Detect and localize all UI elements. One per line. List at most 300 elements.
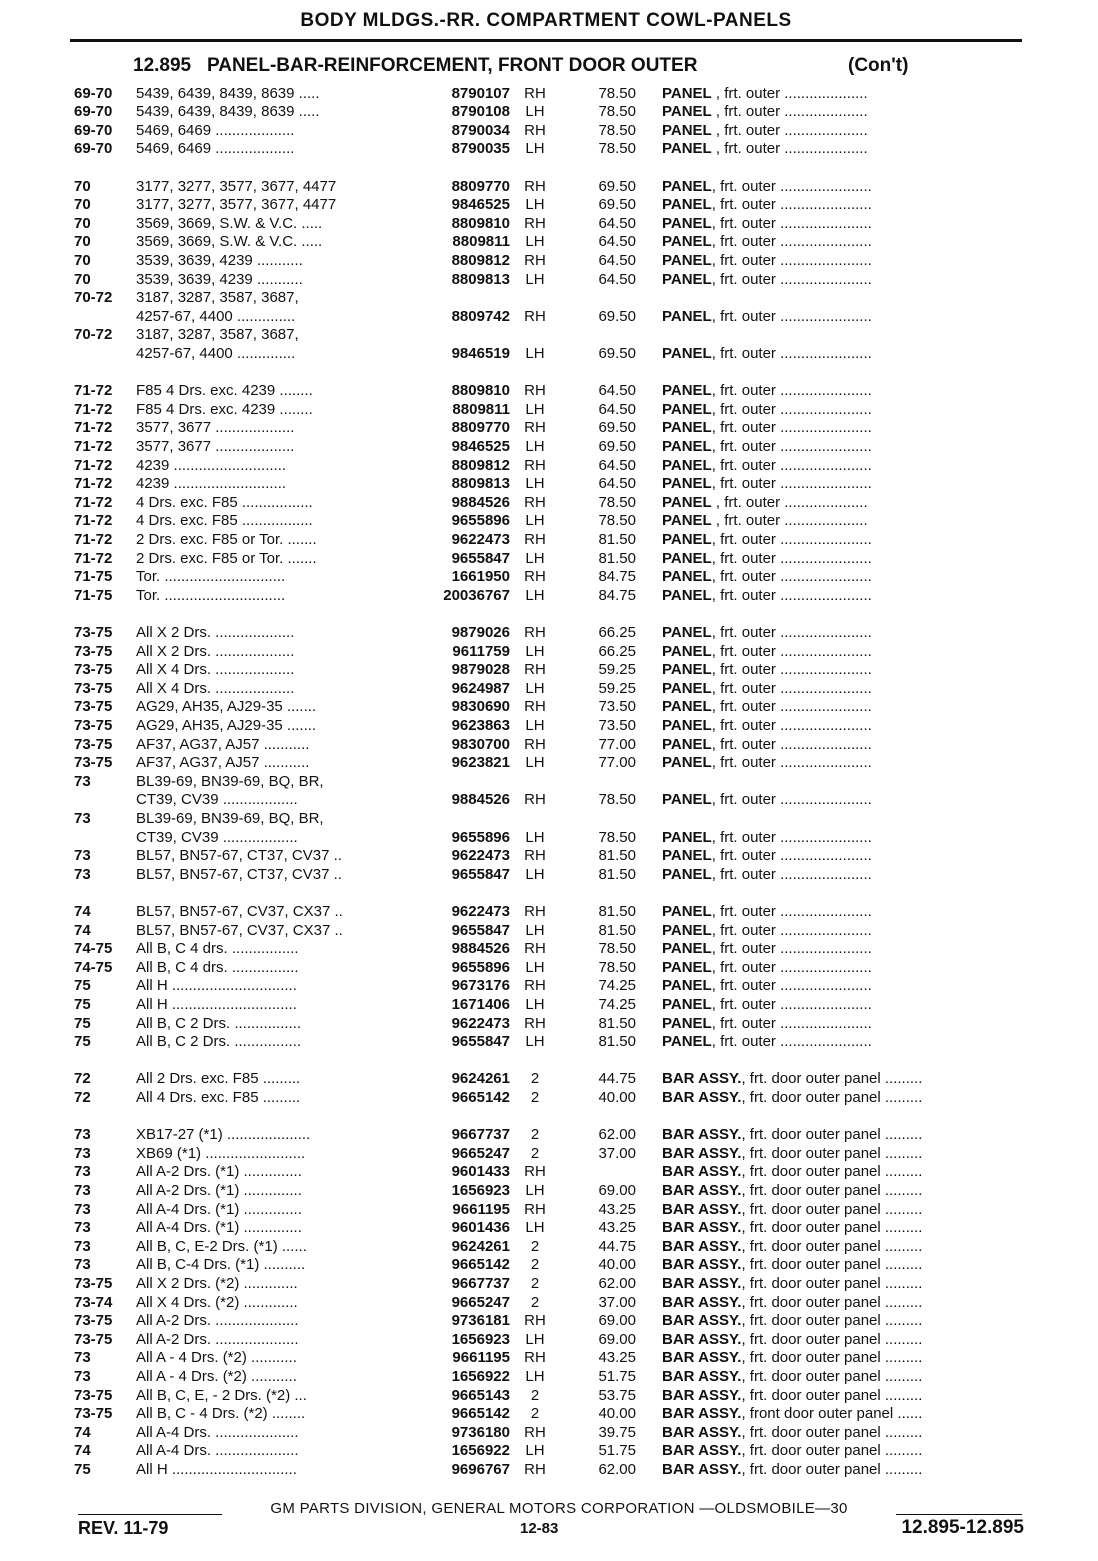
- year-cell: 72: [74, 1070, 91, 1088]
- description-detail: , frt. door outer panel .........: [741, 1256, 923, 1274]
- part-number-cell: 9622473: [451, 530, 510, 548]
- table-row: [0, 1070, 1098, 1089]
- description-detail: , frt. outer ......................: [711, 400, 872, 418]
- year-cell: 71-75: [74, 568, 113, 586]
- table-row: [0, 1089, 1098, 1108]
- year-cell: 73-75: [74, 735, 113, 753]
- price-cell: 51.75: [598, 1367, 636, 1385]
- description-cell: [662, 196, 1032, 215]
- price-cell: 81.50: [598, 847, 636, 865]
- description-cell: [662, 940, 1032, 959]
- table-row: [0, 866, 1098, 885]
- description-detail: , frt. outer ......................: [711, 437, 872, 455]
- price-cell: 66.25: [598, 642, 636, 660]
- year-cell: 71-72: [74, 400, 113, 418]
- table-row: [0, 1126, 1098, 1145]
- description-detail: , frt. outer ......................: [711, 921, 872, 939]
- description-detail: , frt. door outer panel .........: [741, 1088, 923, 1106]
- side-qty-cell: RH: [524, 661, 546, 679]
- description-name: BAR ASSY.: [662, 1293, 742, 1311]
- table-row: [0, 847, 1098, 866]
- description-detail: , frt. outer ......................: [711, 177, 872, 195]
- part-number-cell: 8790107: [451, 84, 510, 102]
- model-cell: All B, C, E-2 Drs. (*1) ......: [136, 1237, 307, 1255]
- table-row: [0, 568, 1098, 587]
- model-cell: 5469, 6469 ...................: [136, 140, 295, 158]
- description-name: PANEL: [662, 958, 712, 976]
- table-row: [0, 1201, 1098, 1220]
- side-qty-cell: LH: [525, 921, 545, 939]
- part-number-cell: 9696767: [451, 1460, 510, 1478]
- description-detail: , frt. outer ......................: [711, 902, 872, 920]
- year-cell: 73-75: [74, 661, 113, 679]
- description-detail: , frt. door outer panel .........: [741, 1219, 923, 1237]
- part-number-cell: 9622473: [451, 902, 510, 920]
- description-name: BAR ASSY.: [662, 1274, 742, 1292]
- year-cell: 74-75: [74, 940, 113, 958]
- side-qty-cell: RH: [524, 1312, 546, 1330]
- part-number-cell: 9884526: [451, 493, 510, 511]
- table-row: [0, 140, 1098, 159]
- description-detail: , frt. door outer panel .........: [741, 1163, 923, 1181]
- description-name: PANEL: [662, 847, 712, 865]
- description-name: BAR ASSY.: [662, 1460, 742, 1478]
- description-detail: , frt. door outer panel .........: [741, 1330, 923, 1348]
- table-row: [0, 457, 1098, 476]
- side-qty-cell: LH: [525, 716, 545, 734]
- table-row: [0, 401, 1098, 420]
- table-row: [0, 587, 1098, 606]
- table-row: [0, 754, 1098, 773]
- part-number-cell: 1656923: [451, 1181, 510, 1199]
- side-qty-cell: RH: [524, 1349, 546, 1367]
- description-cell: [662, 1368, 1032, 1387]
- table-row: [0, 475, 1098, 494]
- description-cell: [662, 345, 1032, 364]
- price-cell: 69.50: [598, 437, 636, 455]
- description-cell: [662, 1275, 1032, 1294]
- year-cell: 73-74: [74, 1293, 113, 1311]
- description-detail: , frt. outer ......................: [711, 382, 872, 400]
- description-cell: [662, 512, 1032, 531]
- part-number-cell: 8809742: [451, 307, 510, 325]
- description-detail: , frt. outer ......................: [711, 549, 872, 567]
- price-cell: 51.75: [598, 1442, 636, 1460]
- price-cell: 69.50: [598, 344, 636, 362]
- table-row: [0, 122, 1098, 141]
- description-cell: [662, 1405, 1032, 1424]
- side-qty-cell: 2: [530, 1293, 540, 1311]
- description-name: PANEL: [662, 568, 712, 586]
- side-qty-cell: 2: [530, 1237, 540, 1255]
- description-detail: , frt. outer ....................: [711, 493, 868, 511]
- model-cell: BL57, BN57-67, CV37, CX37 ..: [136, 902, 343, 920]
- description-detail: , frt. outer ......................: [711, 307, 872, 325]
- table-row: [0, 698, 1098, 717]
- model-cell: Tor. .............................: [136, 586, 286, 604]
- model-cell: All B, C - 4 Drs. (*2) ........: [136, 1405, 306, 1423]
- table-row: [0, 438, 1098, 457]
- description-detail: , frt. outer ......................: [711, 716, 872, 734]
- description-detail: , frt. door outer panel .........: [741, 1070, 923, 1088]
- model-cell: All B, C-4 Drs. (*1) ..........: [136, 1256, 306, 1274]
- model-cell: 3577, 3677 ...................: [136, 437, 295, 455]
- table-row: [0, 1387, 1098, 1406]
- footer-rule-left: [78, 1514, 222, 1515]
- part-number-cell: 20036767: [443, 586, 510, 604]
- description-name: PANEL: [662, 419, 712, 437]
- side-qty-cell: RH: [524, 977, 546, 995]
- footer-publisher: GM PARTS DIVISION, GENERAL MOTORS CORPORATION —OLDSMOBILE—30: [270, 1500, 848, 1517]
- table-row: [0, 1461, 1098, 1480]
- description-cell: [662, 178, 1032, 197]
- side-qty-cell: LH: [525, 754, 545, 772]
- side-qty-cell: RH: [524, 940, 546, 958]
- table-row: [0, 1238, 1098, 1257]
- part-number-cell: 1656922: [451, 1367, 510, 1385]
- part-number-cell: 9884526: [451, 940, 510, 958]
- part-number-cell: 9655896: [451, 828, 510, 846]
- description-cell: [662, 661, 1032, 680]
- description-detail: , frt. outer ......................: [711, 456, 872, 474]
- description-detail: , frt. outer ......................: [711, 754, 872, 772]
- side-qty-cell: RH: [524, 791, 546, 809]
- year-cell: 73: [74, 1126, 91, 1144]
- description-name: BAR ASSY.: [662, 1070, 742, 1088]
- part-number-cell: 9624987: [451, 679, 510, 697]
- side-qty-cell: RH: [524, 1014, 546, 1032]
- part-number-cell: 8809813: [451, 270, 510, 288]
- price-cell: 78.50: [598, 828, 636, 846]
- price-cell: 78.50: [598, 121, 636, 139]
- table-row: [0, 382, 1098, 401]
- part-number-cell: 9846519: [451, 344, 510, 362]
- model-cell: 2 Drs. exc. F85 or Tor. .......: [136, 530, 317, 548]
- price-cell: 64.50: [598, 270, 636, 288]
- model-cell: 4239 ...........................: [136, 456, 287, 474]
- part-number-cell: 9736180: [451, 1423, 510, 1441]
- table-row: [0, 233, 1098, 252]
- table-row: [0, 494, 1098, 513]
- description-detail: , frt. outer ......................: [711, 196, 872, 214]
- model-cell: AF37, AG37, AJ57 ...........: [136, 754, 310, 772]
- side-qty-cell: RH: [524, 847, 546, 865]
- description-cell: [662, 791, 1032, 810]
- year-cell: 73: [74, 1349, 91, 1367]
- year-cell: 74: [74, 1442, 91, 1460]
- description-detail: , frt. door outer panel .........: [741, 1237, 923, 1255]
- side-qty-cell: LH: [525, 233, 545, 251]
- description-detail: , frt. outer ....................: [711, 121, 868, 139]
- model-cell: All A-2 Drs. (*1) ..............: [136, 1181, 302, 1199]
- table-row: [0, 85, 1098, 104]
- description-detail: , frt. door outer panel .........: [741, 1367, 923, 1385]
- part-number-cell: 9601436: [451, 1219, 510, 1237]
- description-name: PANEL: [662, 735, 712, 753]
- year-cell: 71-75: [74, 586, 113, 604]
- part-number-cell: 9655847: [451, 549, 510, 567]
- description-name: BAR ASSY.: [662, 1349, 742, 1367]
- year-cell: 73: [74, 1367, 91, 1385]
- side-qty-cell: RH: [524, 121, 546, 139]
- description-name: PANEL: [662, 493, 712, 511]
- section-continued: (Con't): [848, 55, 909, 76]
- description-detail: , frt. door outer panel .........: [741, 1386, 923, 1404]
- price-cell: 78.50: [598, 493, 636, 511]
- side-qty-cell: 2: [530, 1126, 540, 1144]
- side-qty-cell: LH: [525, 1367, 545, 1385]
- model-cell: CT39, CV39 ..................: [136, 828, 298, 846]
- side-qty-cell: LH: [525, 1033, 545, 1051]
- model-cell: 5439, 6439, 8439, 8639 .....: [136, 84, 320, 102]
- model-cell: All B, C 2 Drs. ................: [136, 1033, 302, 1051]
- description-name: BAR ASSY.: [662, 1126, 742, 1144]
- model-cell: BL57, BN57-67, CT37, CV37 ..: [136, 847, 342, 865]
- table-row: [0, 1182, 1098, 1201]
- table-row: [0, 903, 1098, 922]
- price-cell: 64.50: [598, 456, 636, 474]
- year-cell: 71-72: [74, 549, 113, 567]
- side-qty-cell: RH: [524, 177, 546, 195]
- year-cell: 73-75: [74, 1274, 113, 1292]
- year-cell: 70: [74, 251, 91, 269]
- year-cell: 73-75: [74, 1386, 113, 1404]
- side-qty-cell: LH: [525, 140, 545, 158]
- description-name: PANEL: [662, 995, 712, 1013]
- side-qty-cell: RH: [524, 456, 546, 474]
- description-name: PANEL: [662, 642, 712, 660]
- description-detail: , frt. outer ......................: [711, 568, 872, 586]
- table-row: [0, 308, 1098, 327]
- description-cell: [662, 122, 1032, 141]
- side-qty-cell: LH: [525, 865, 545, 883]
- price-cell: 84.75: [598, 568, 636, 586]
- side-qty-cell: RH: [524, 530, 546, 548]
- part-number-cell: 8790035: [451, 140, 510, 158]
- table-row: [0, 1442, 1098, 1461]
- price-cell: 44.75: [598, 1237, 636, 1255]
- description-cell: [662, 717, 1032, 736]
- side-qty-cell: LH: [525, 475, 545, 493]
- price-cell: 43.25: [598, 1200, 636, 1218]
- description-name: BAR ASSY.: [662, 1144, 742, 1162]
- price-cell: 59.25: [598, 679, 636, 697]
- description-cell: [662, 1089, 1032, 1108]
- side-qty-cell: LH: [525, 958, 545, 976]
- year-cell: 69-70: [74, 103, 113, 121]
- side-qty-cell: RH: [524, 735, 546, 753]
- price-cell: 77.00: [598, 735, 636, 753]
- year-cell: 73: [74, 847, 91, 865]
- description-cell: [662, 1163, 1032, 1182]
- year-cell: 75: [74, 995, 91, 1013]
- part-number-cell: 9655896: [451, 958, 510, 976]
- part-number-cell: 8809770: [451, 177, 510, 195]
- price-cell: 39.75: [598, 1423, 636, 1441]
- model-cell: All B, C 2 Drs. ................: [136, 1014, 302, 1032]
- description-name: PANEL: [662, 84, 712, 102]
- price-cell: 77.00: [598, 754, 636, 772]
- table-row: [0, 512, 1098, 531]
- description-name: PANEL: [662, 1033, 712, 1051]
- price-cell: 78.50: [598, 940, 636, 958]
- description-name: BAR ASSY.: [662, 1219, 742, 1237]
- year-cell: 73: [74, 809, 91, 827]
- price-cell: 69.50: [598, 307, 636, 325]
- price-cell: 81.50: [598, 865, 636, 883]
- year-cell: 73-75: [74, 623, 113, 641]
- part-number-cell: 8809810: [451, 382, 510, 400]
- year-cell: 75: [74, 977, 91, 995]
- price-cell: 62.00: [598, 1274, 636, 1292]
- price-cell: 78.50: [598, 791, 636, 809]
- model-cell: All A - 4 Drs. (*2) ...........: [136, 1367, 297, 1385]
- description-name: PANEL: [662, 698, 712, 716]
- part-number-cell: 1671406: [451, 995, 510, 1013]
- year-cell: 71-72: [74, 512, 113, 530]
- description-name: PANEL: [662, 103, 712, 121]
- description-cell: [662, 494, 1032, 513]
- price-cell: 69.00: [598, 1181, 636, 1199]
- model-cell: 3187, 3287, 3587, 3687,: [136, 289, 299, 307]
- description-cell: [662, 903, 1032, 922]
- price-cell: 74.25: [598, 995, 636, 1013]
- table-row: [0, 103, 1098, 122]
- description-cell: [662, 550, 1032, 569]
- description-name: PANEL: [662, 716, 712, 734]
- side-qty-cell: 2: [530, 1274, 540, 1292]
- table-row: [0, 1294, 1098, 1313]
- price-cell: 62.00: [598, 1126, 636, 1144]
- part-number-cell: 9665142: [451, 1088, 510, 1106]
- year-cell: 73-75: [74, 1405, 113, 1423]
- part-number-cell: 9884526: [451, 791, 510, 809]
- price-cell: 78.50: [598, 958, 636, 976]
- year-cell: 73-75: [74, 1312, 113, 1330]
- year-cell: 73: [74, 1237, 91, 1255]
- description-name: BAR ASSY.: [662, 1237, 742, 1255]
- model-cell: BL57, BN57-67, CT37, CV37 ..: [136, 865, 342, 883]
- description-name: PANEL: [662, 902, 712, 920]
- description-cell: [662, 103, 1032, 122]
- model-cell: 4 Drs. exc. F85 .................: [136, 512, 313, 530]
- part-number-cell: 8809810: [451, 214, 510, 232]
- side-qty-cell: LH: [525, 1219, 545, 1237]
- description-detail: , frt. door outer panel .........: [741, 1293, 923, 1311]
- model-cell: All B, C 4 drs. ................: [136, 958, 299, 976]
- description-cell: [662, 1312, 1032, 1331]
- table-row: [0, 215, 1098, 234]
- description-name: BAR ASSY.: [662, 1405, 742, 1423]
- part-number-cell: 9624261: [451, 1237, 510, 1255]
- description-detail: , frt. outer ......................: [711, 958, 872, 976]
- description-cell: [662, 624, 1032, 643]
- side-qty-cell: RH: [524, 419, 546, 437]
- price-cell: 78.50: [598, 512, 636, 530]
- part-number-cell: 8809813: [451, 475, 510, 493]
- description-detail: , frt. outer ......................: [711, 977, 872, 995]
- side-qty-cell: RH: [524, 623, 546, 641]
- table-row: [0, 661, 1098, 680]
- price-cell: 40.00: [598, 1256, 636, 1274]
- side-qty-cell: RH: [524, 382, 546, 400]
- price-cell: 81.50: [598, 1014, 636, 1032]
- description-cell: [662, 587, 1032, 606]
- year-cell: 75: [74, 1460, 91, 1478]
- model-cell: All A-4 Drs. ....................: [136, 1423, 299, 1441]
- side-qty-cell: 2: [530, 1386, 540, 1404]
- model-cell: AG29, AH35, AJ29-35 .......: [136, 716, 317, 734]
- description-cell: [662, 1349, 1032, 1368]
- table-row: [0, 791, 1098, 810]
- part-number-cell: 9623821: [451, 754, 510, 772]
- part-number-cell: 9846525: [451, 437, 510, 455]
- description-cell: [662, 438, 1032, 457]
- year-cell: 73: [74, 1144, 91, 1162]
- year-cell: 75: [74, 1033, 91, 1051]
- price-cell: 74.25: [598, 977, 636, 995]
- year-cell: 73: [74, 1181, 91, 1199]
- side-qty-cell: LH: [525, 828, 545, 846]
- table-row: [0, 977, 1098, 996]
- table-row: [0, 196, 1098, 215]
- side-qty-cell: LH: [525, 995, 545, 1013]
- part-number-cell: 9879026: [451, 623, 510, 641]
- page-header: BODY MLDGS.-RR. COMPARTMENT COWL-PANELS: [300, 10, 792, 31]
- price-cell: 64.50: [598, 251, 636, 269]
- part-number-cell: 9673176: [451, 977, 510, 995]
- model-cell: All H ..............................: [136, 977, 297, 995]
- part-number-cell: 9622473: [451, 1014, 510, 1032]
- table-row: [0, 1033, 1098, 1052]
- side-qty-cell: RH: [524, 493, 546, 511]
- description-name: PANEL: [662, 121, 712, 139]
- description-cell: [662, 1461, 1032, 1480]
- model-cell: All X 4 Drs. ...................: [136, 661, 295, 679]
- description-name: PANEL: [662, 437, 712, 455]
- part-number-cell: 9830700: [451, 735, 510, 753]
- year-cell: 70: [74, 196, 91, 214]
- description-detail: , frt. door outer panel .........: [741, 1200, 923, 1218]
- description-cell: [662, 1238, 1032, 1257]
- description-name: PANEL: [662, 196, 712, 214]
- description-cell: [662, 959, 1032, 978]
- table-row: [0, 289, 1098, 308]
- description-cell: [662, 1033, 1032, 1052]
- model-cell: All A-4 Drs. (*1) ..............: [136, 1200, 302, 1218]
- table-row: [0, 643, 1098, 662]
- description-detail: , frt. outer ......................: [711, 828, 872, 846]
- year-cell: 73: [74, 865, 91, 883]
- description-name: PANEL: [662, 791, 712, 809]
- description-name: BAR ASSY.: [662, 1423, 742, 1441]
- side-qty-cell: 2: [530, 1070, 540, 1088]
- model-cell: All X 2 Drs. ...................: [136, 642, 295, 660]
- side-qty-cell: RH: [524, 251, 546, 269]
- description-detail: , frt. outer ......................: [711, 679, 872, 697]
- price-cell: 81.50: [598, 902, 636, 920]
- side-qty-cell: RH: [524, 214, 546, 232]
- table-row: [0, 1349, 1098, 1368]
- model-cell: CT39, CV39 ..................: [136, 791, 298, 809]
- price-cell: 81.50: [598, 921, 636, 939]
- model-cell: All A-2 Drs. ....................: [136, 1312, 299, 1330]
- year-cell: 73-75: [74, 716, 113, 734]
- description-detail: , frt. door outer panel .........: [741, 1460, 923, 1478]
- description-name: PANEL: [662, 344, 712, 362]
- model-cell: All H ..............................: [136, 995, 297, 1013]
- side-qty-cell: RH: [524, 84, 546, 102]
